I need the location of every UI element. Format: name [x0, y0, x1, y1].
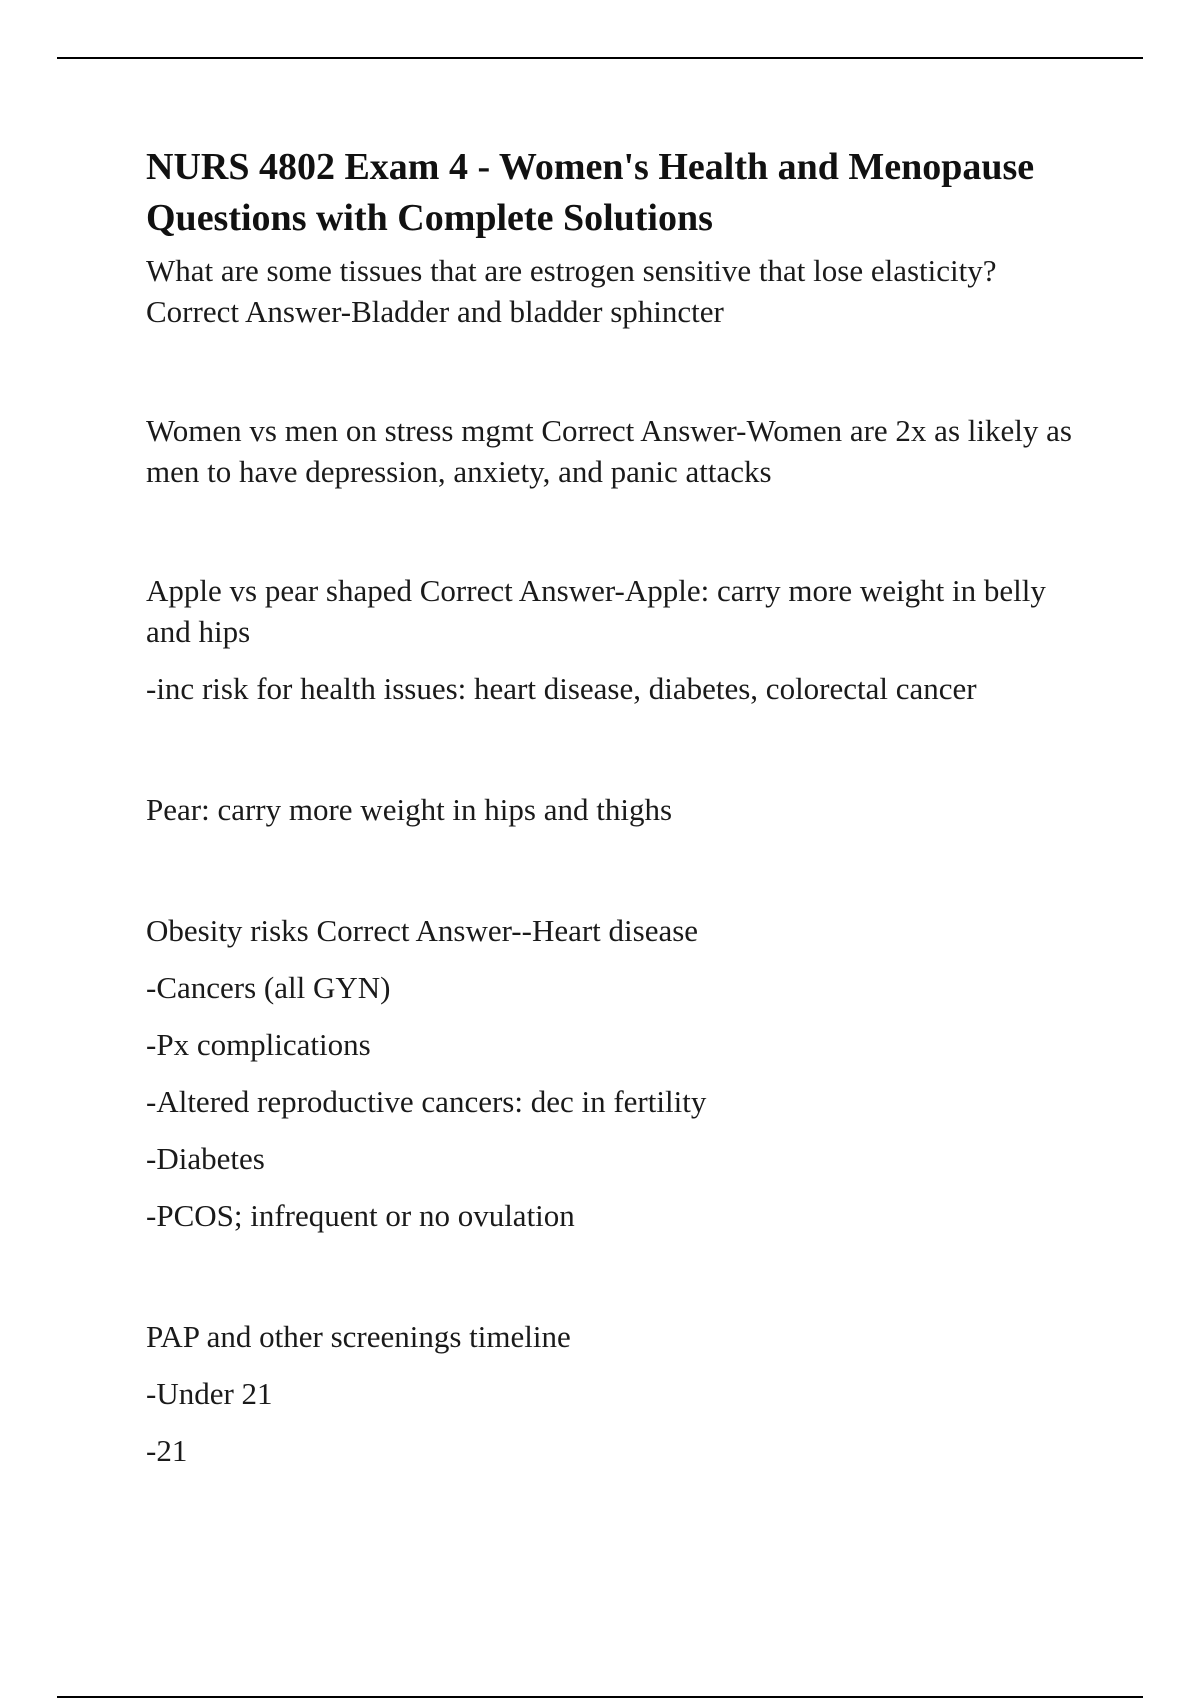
answer-text: Women are 2x as likely as men to have depression, anxiety, and panic attacks: [146, 413, 1072, 489]
answer-detail-line: -Altered reproductive cancers: dec in fertility: [146, 1084, 707, 1119]
question-text: Obesity risks: [146, 913, 309, 948]
answer-label: Correct Answer-: [146, 294, 352, 329]
answer-detail-line: -Px complications: [146, 1027, 371, 1062]
qa-entry-3: [146, 570, 1086, 652]
document-body: [146, 142, 1086, 1487]
question-text: What are some tissues that are estrogen sensitive that lose elasticity?: [146, 253, 997, 288]
answer-detail-line: -Under 21: [146, 1376, 273, 1411]
answer-label: Correct Answer-: [316, 913, 522, 948]
answer-text: -Heart disease: [521, 913, 699, 948]
qa-entry-5: [146, 1316, 1086, 1357]
qa-entry-1: [146, 250, 1086, 332]
bottom-divider: [57, 1696, 1143, 1698]
answer-extra-line: Pear: carry more weight in hips and thighs: [146, 792, 673, 827]
question-text: PAP and other screenings timeline: [146, 1319, 571, 1354]
answer-detail-line: -Diabetes: [146, 1141, 265, 1176]
answer-detail-line: -Cancers (all GYN): [146, 970, 391, 1005]
answer-label: Correct Answer-: [419, 573, 625, 608]
answer-text: Apple: carry more weight in belly and hips: [146, 573, 1046, 649]
question-text: Women vs men on stress mgmt: [146, 413, 534, 448]
document-title: NURS 4802 Exam 4 - Women's Health and Menopause Questions with Complete Solutions: [146, 146, 1035, 239]
qa-entry-4: [146, 910, 1086, 951]
top-divider: [57, 57, 1143, 59]
answer-text: Bladder and bladder sphincter: [351, 294, 724, 329]
question-text: Apple vs pear shaped: [146, 573, 412, 608]
answer-label: Correct Answer-: [541, 413, 747, 448]
answer-detail-line: -inc risk for health issues: heart disease, diabetes, colorectal cancer: [146, 671, 977, 706]
answer-detail-line: -21: [146, 1433, 188, 1468]
qa-entry-2: [146, 410, 1086, 492]
answer-detail-line: -PCOS; infrequent or no ovulation: [146, 1198, 575, 1233]
